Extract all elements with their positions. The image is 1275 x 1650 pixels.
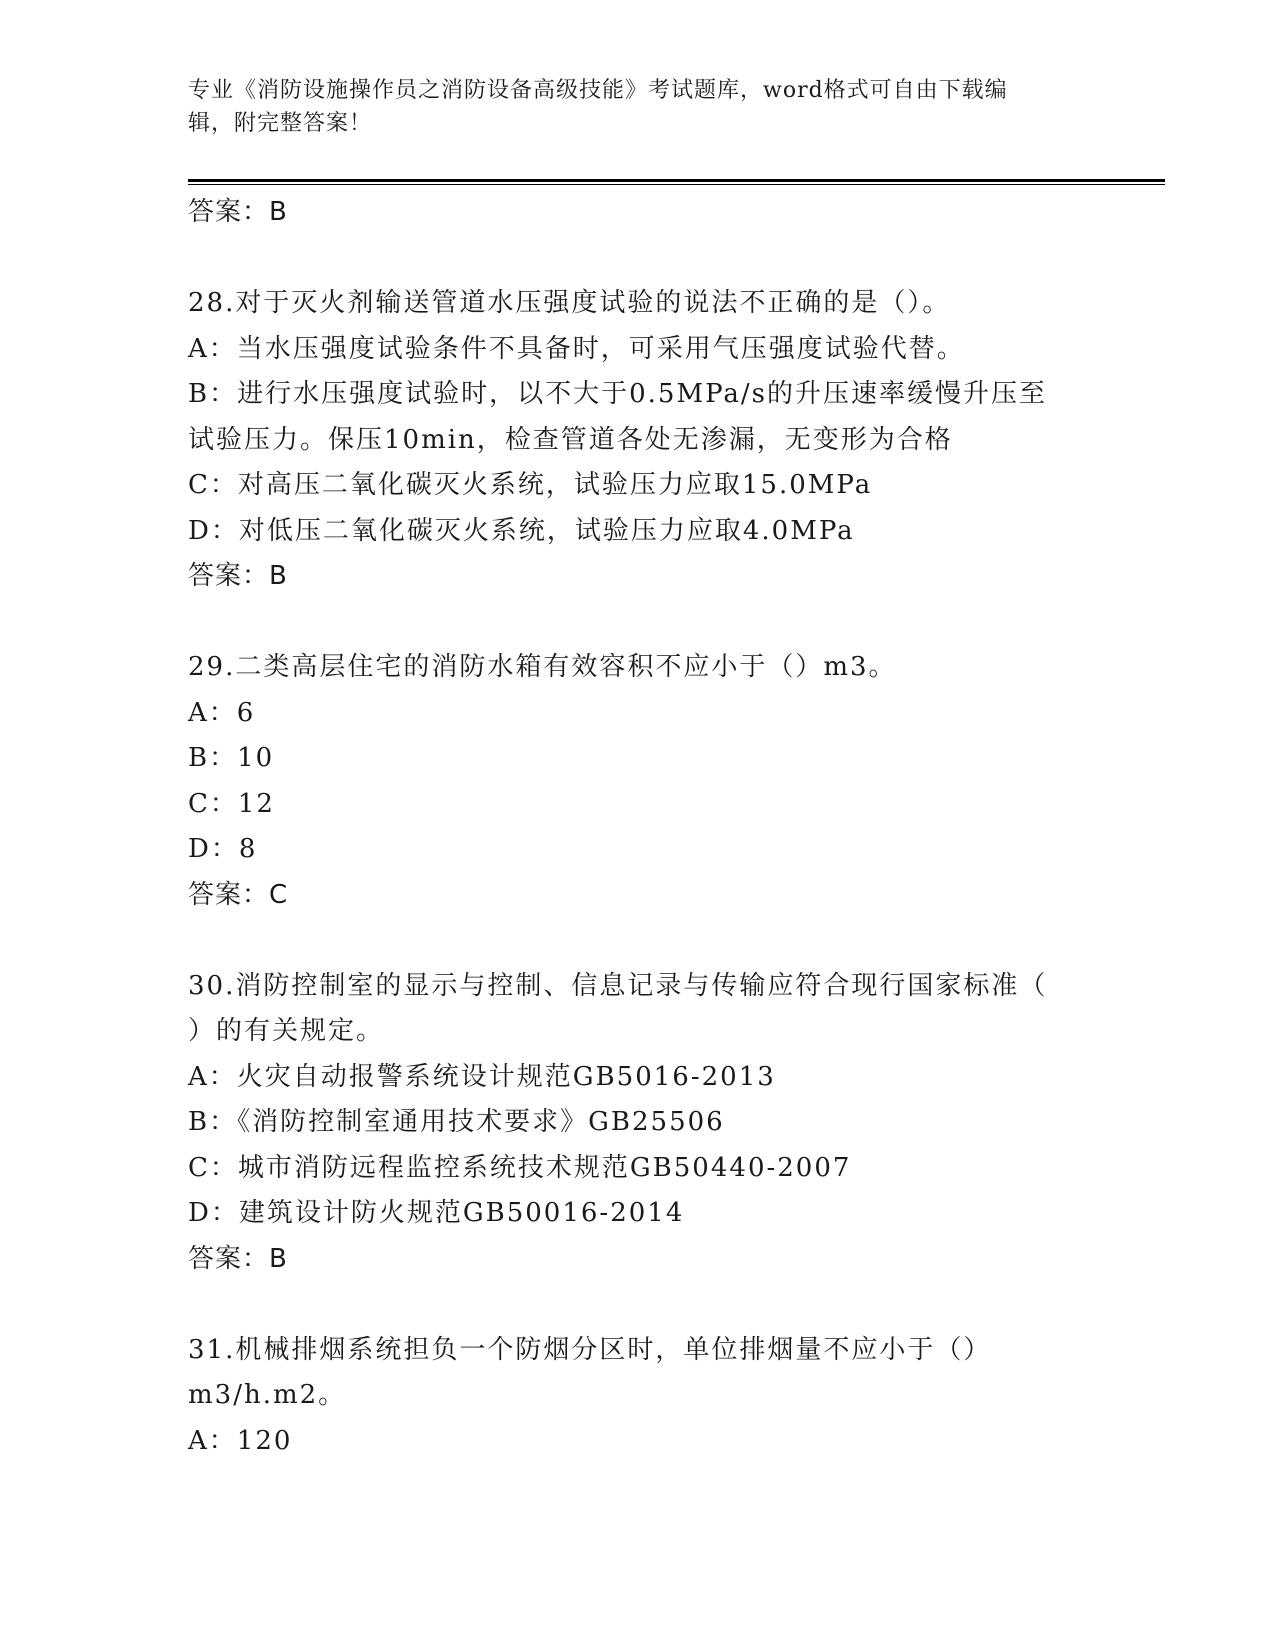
question-stem: 30.消防控制室的显示与控制、信息记录与传输应符合现行国家标准（ xyxy=(188,970,1048,1001)
header-rule-thin xyxy=(188,184,1165,185)
question-stem: 29.二类高层住宅的消防水箱有效容积不应小于（）m3。 xyxy=(188,652,897,682)
question-30 xyxy=(188,964,1088,1283)
spacer xyxy=(188,918,1088,964)
question-list xyxy=(188,190,1088,1464)
option-d: D：建筑设计防火规范GB50016-2014 xyxy=(188,1198,685,1228)
answer: 答案：B xyxy=(188,561,288,591)
header-line-2: 辑，附完整答案！ xyxy=(188,111,373,136)
spacer xyxy=(188,1282,1088,1328)
spacer xyxy=(188,600,1088,646)
option-d: D：8 xyxy=(188,834,258,864)
option-b: B：10 xyxy=(188,743,275,773)
question-31 xyxy=(188,1328,1088,1465)
question-stem-continued: ）的有关规定。 xyxy=(188,1016,385,1046)
option-b-continued: 试验压力。保压10min，检查管道各处无渗漏，无变形为合格 xyxy=(188,424,953,455)
question-stem-continued: m3/h.m2。 xyxy=(188,1380,347,1410)
question-29 xyxy=(188,645,1088,918)
option-b: B：进行水压强度试验时，以不大于0.5MPa/s的升压速率缓慢升压至 xyxy=(188,379,1048,409)
option-c: C：对高压二氧化碳灭火系统，试验压力应取15.0MPa xyxy=(188,470,873,500)
option-d: D：对低压二氧化碳灭火系统，试验压力应取4.0MPa xyxy=(188,515,855,546)
question-stem: 31.机械排烟系统担负一个防烟分区时，单位排烟量不应小于（） xyxy=(188,1334,992,1365)
header-line-1: 专业《消防设施操作员之消防设备高级技能》考试题库，word格式可自由下载编 xyxy=(188,78,1008,103)
document-header xyxy=(188,74,1088,140)
option-c: C：12 xyxy=(188,788,275,819)
previous-answer: 答案：B xyxy=(188,197,288,227)
answer: 答案：B xyxy=(188,1243,288,1274)
header-rule-thick xyxy=(188,179,1165,182)
option-a: A：当水压强度试验条件不具备时，可采用气压强度试验代替。 xyxy=(188,333,965,364)
option-a: A：火灾自动报警系统设计规范GB5016-2013 xyxy=(188,1061,776,1092)
question-stem: 28.对于灭火剂输送管道水压强度试验的说法不正确的是（）。 xyxy=(188,288,951,318)
option-c: C：城市消防远程监控系统技术规范GB50440-2007 xyxy=(188,1152,852,1183)
question-28 xyxy=(188,281,1088,600)
option-a: A：6 xyxy=(188,697,256,728)
option-b: B：《消防控制室通用技术要求》GB25506 xyxy=(188,1107,725,1137)
option-a: A：120 xyxy=(188,1425,293,1456)
answer: 答案：C xyxy=(188,879,289,910)
spacer xyxy=(188,236,1088,282)
